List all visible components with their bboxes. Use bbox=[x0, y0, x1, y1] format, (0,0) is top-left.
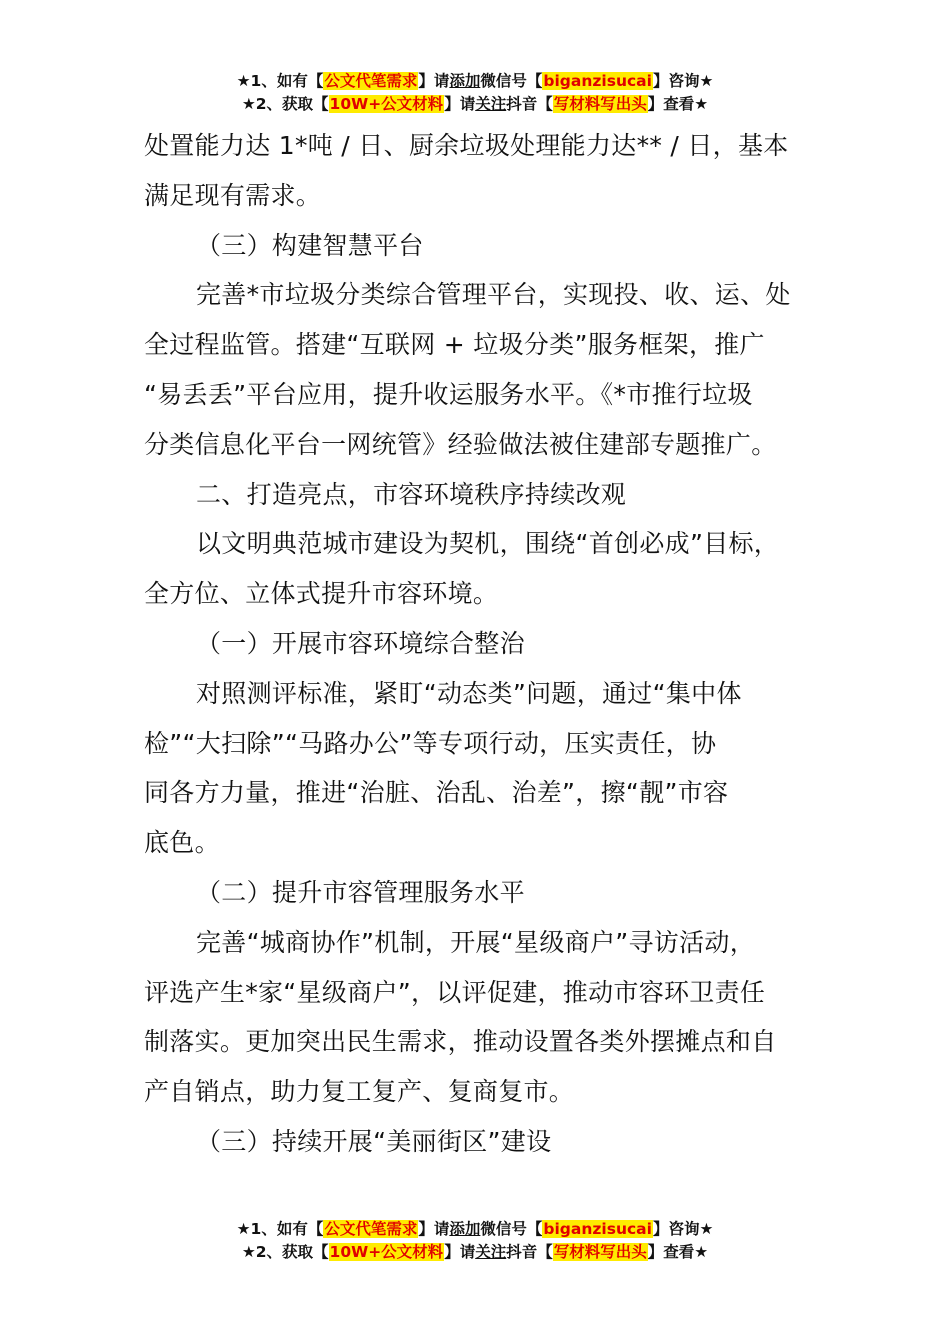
body-line: 满足现有需求。 bbox=[144, 180, 322, 210]
body-line: 处置能力达 1*吨 / 日、厨余垃圾处理能力达** / 日，基本 bbox=[144, 131, 789, 160]
banner-text: 】咨询★ bbox=[652, 72, 714, 90]
underlined-text: 关注 bbox=[475, 95, 507, 113]
highlight-wechat-id: biganzisucai bbox=[543, 1220, 652, 1238]
banner-text: 抖音【 bbox=[506, 1243, 553, 1261]
body-line: 同各方力量，推进“治脏、治乱、治差”，擦“靓”市容 bbox=[144, 778, 729, 808]
section-heading: （二）提升市容管理服务水平 bbox=[196, 877, 525, 907]
banner-text: 微信号【 bbox=[480, 1220, 543, 1238]
document-body bbox=[144, 121, 806, 1167]
body-line: 制落实。更加突出民生需求，推动设置各类外摆摊点和自 bbox=[144, 1027, 777, 1057]
banner-text: ★2、获取【 bbox=[241, 1243, 329, 1261]
banner-text: 】请 bbox=[418, 1220, 450, 1238]
banner-text: 微信号【 bbox=[480, 72, 543, 90]
body-line: 完善*市垃圾分类综合管理平台，实现投、收、运、处 bbox=[196, 280, 791, 310]
highlight-service: 公文代笔需求 bbox=[324, 72, 418, 90]
banner-text: 抖音【 bbox=[506, 95, 553, 113]
bottom-banner bbox=[0, 1218, 950, 1264]
banner-text: 】查看★ bbox=[647, 95, 709, 113]
underlined-text: 添加 bbox=[449, 1220, 481, 1238]
body-line: 全方位、立体式提升市容环境。 bbox=[144, 579, 499, 609]
section-heading: （三）构建智慧平台 bbox=[196, 230, 424, 260]
section-heading: （三）持续开展“美丽街区”建设 bbox=[196, 1126, 552, 1156]
banner-line-1 bbox=[0, 70, 950, 93]
highlight-materials: 10W+公文材料 bbox=[329, 95, 444, 113]
body-line: 检”“大扫除”“马路办公”等专项行动，压实责任，协 bbox=[144, 728, 717, 758]
body-line: 完善“城商协作”机制，开展“星级商户”寻访活动， bbox=[196, 927, 756, 957]
highlight-douyin-id: 写材料写出头 bbox=[553, 1243, 647, 1261]
chapter-heading: 二、打造亮点，市容环境秩序持续改观 bbox=[196, 479, 627, 509]
banner-line-2 bbox=[0, 1241, 950, 1264]
section-heading: （一）开展市容环境综合整治 bbox=[196, 628, 525, 658]
banner-text: 】请 bbox=[444, 95, 476, 113]
banner-text: 】咨询★ bbox=[652, 1220, 714, 1238]
banner-text: ★1、如有【 bbox=[236, 72, 324, 90]
top-banner bbox=[0, 70, 950, 116]
banner-text: 】请 bbox=[444, 1243, 476, 1261]
body-line: 全过程监管。搭建“互联网 + 垃圾分类”服务框架，推广 bbox=[144, 330, 765, 360]
body-line: “易丢丢”平台应用，提升收运服务水平。《*市推行垃圾 bbox=[144, 379, 753, 409]
banner-line-1 bbox=[0, 1218, 950, 1241]
body-line: 对照测评标准，紧盯“动态类”问题，通过“集中体 bbox=[196, 678, 742, 708]
highlight-service: 公文代笔需求 bbox=[324, 1220, 418, 1238]
highlight-materials: 10W+公文材料 bbox=[329, 1243, 444, 1261]
body-line: 以文明典范城市建设为契机，围绕“首创必成”目标， bbox=[196, 529, 780, 559]
banner-text: 】查看★ bbox=[647, 1243, 709, 1261]
highlight-wechat-id: biganzisucai bbox=[543, 72, 652, 90]
banner-text: 】请 bbox=[418, 72, 450, 90]
banner-line-2 bbox=[0, 93, 950, 116]
underlined-text: 关注 bbox=[475, 1243, 507, 1261]
body-line: 产自销点，助力复工复产、复商复市。 bbox=[144, 1077, 575, 1107]
underlined-text: 添加 bbox=[449, 72, 481, 90]
body-line: 评选产生*家“星级商户”，以评促建，推动市容环卫责任 bbox=[144, 977, 766, 1007]
body-line: 分类信息化平台一网统管》经验做法被住建部专题推广。 bbox=[144, 429, 777, 459]
banner-text: ★2、获取【 bbox=[241, 95, 329, 113]
body-line: 底色。 bbox=[144, 828, 220, 858]
banner-text: ★1、如有【 bbox=[236, 1220, 324, 1238]
highlight-douyin-id: 写材料写出头 bbox=[553, 95, 647, 113]
